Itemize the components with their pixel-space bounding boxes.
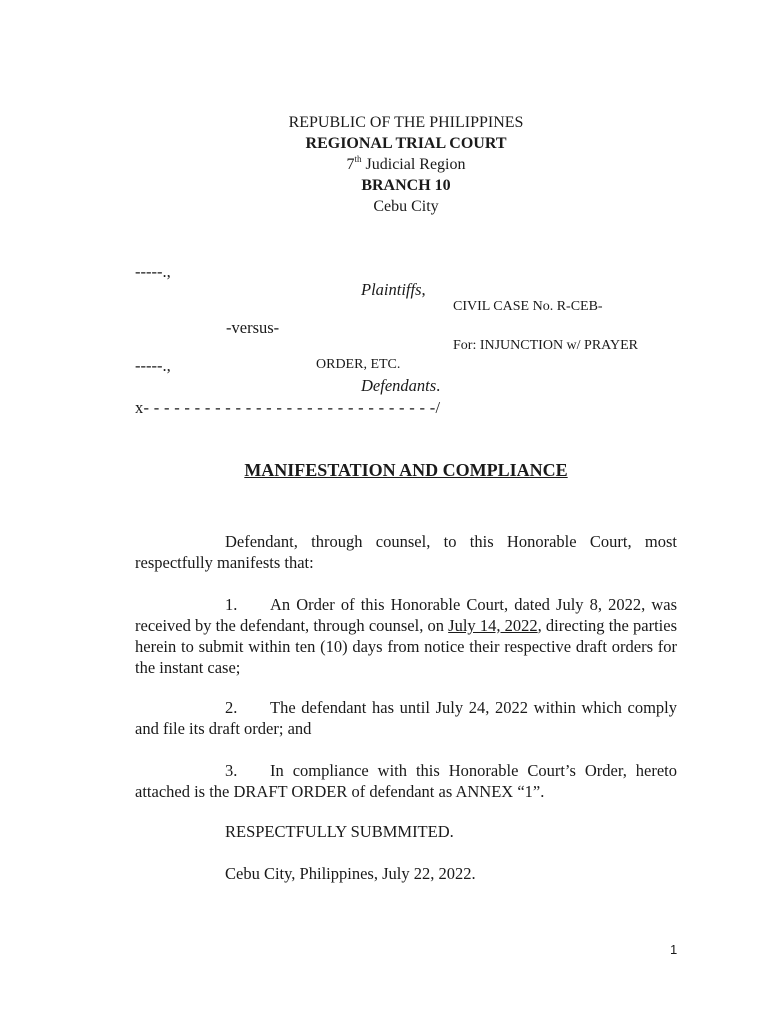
paragraph-1-date: July 14, 2022 [448,616,538,635]
paragraph-2-number: 2. [225,698,238,717]
defendant-period: . [436,376,441,395]
plaintiff-comma: , [421,280,426,299]
case-number: CIVIL CASE No. R-CEB- [453,299,603,314]
region-ordinal: th [354,153,362,164]
header-city: Cebu City [373,198,439,215]
page-number: 1 [670,942,678,957]
header-branch: BRANCH 10 [361,177,451,194]
paragraph-2 [135,697,677,739]
plaintiff-label: Plaintiffs [361,280,422,299]
closing-statement: RESPECTFULLY SUBMMITED. [225,822,454,841]
paragraph-3-number: 3. [225,761,238,780]
case-nature: For: INJUNCTION w/ PRAYER [453,338,639,353]
paragraph-1-text-b: , directing the parties herein to submit within ten (10) days from notice their respective draft orders for the instant case; [135,616,677,677]
paragraph-1-number: 1. [225,595,238,614]
plaintiff-label-line [361,280,426,300]
intro-paragraph [135,531,677,573]
region-text: Judicial Region [361,156,466,173]
place-and-date: Cebu City, Philippines, July 22, 2022. [225,864,476,883]
header-region [0,155,768,175]
paragraph-3-text: In compliance with this Honorable Court’s Order, hereto attached is the DRAFT ORDER of defendant as ANNEX “1”. [135,761,677,801]
intro-text: Defendant, through counsel, to this Honorable Court, most respectfully manifests that: [135,532,677,572]
defendant-label: Defendants [361,376,437,395]
case-nature-cont: ORDER, ETC. [316,357,401,372]
paragraph-2-text: The defendant has until July 24, 2022 within which comply and file its draft order; and [135,698,677,738]
region-number: 7 [346,156,355,173]
versus-label: -versus- [226,318,280,337]
paragraph-3 [135,760,677,802]
paragraph-1-text-a: An Order of this Honorable Court, dated July 8, 2022, was received by the defendant, through counsel, on [135,595,677,635]
defendant-name: -----., [135,356,171,375]
header-republic: REPUBLIC OF THE PHILIPPINES [288,114,524,131]
document-title: MANIFESTATION AND COMPLIANCE [244,460,568,480]
header-court: REGIONAL TRIAL COURT [305,135,507,152]
plaintiff-name: -----., [135,262,171,281]
paragraph-1 [135,594,677,678]
caption-separator: x- - - - - - - - - - - - - - - - - - - - - - - - - - - - -/ [135,398,441,417]
defendant-label-line [361,376,440,396]
